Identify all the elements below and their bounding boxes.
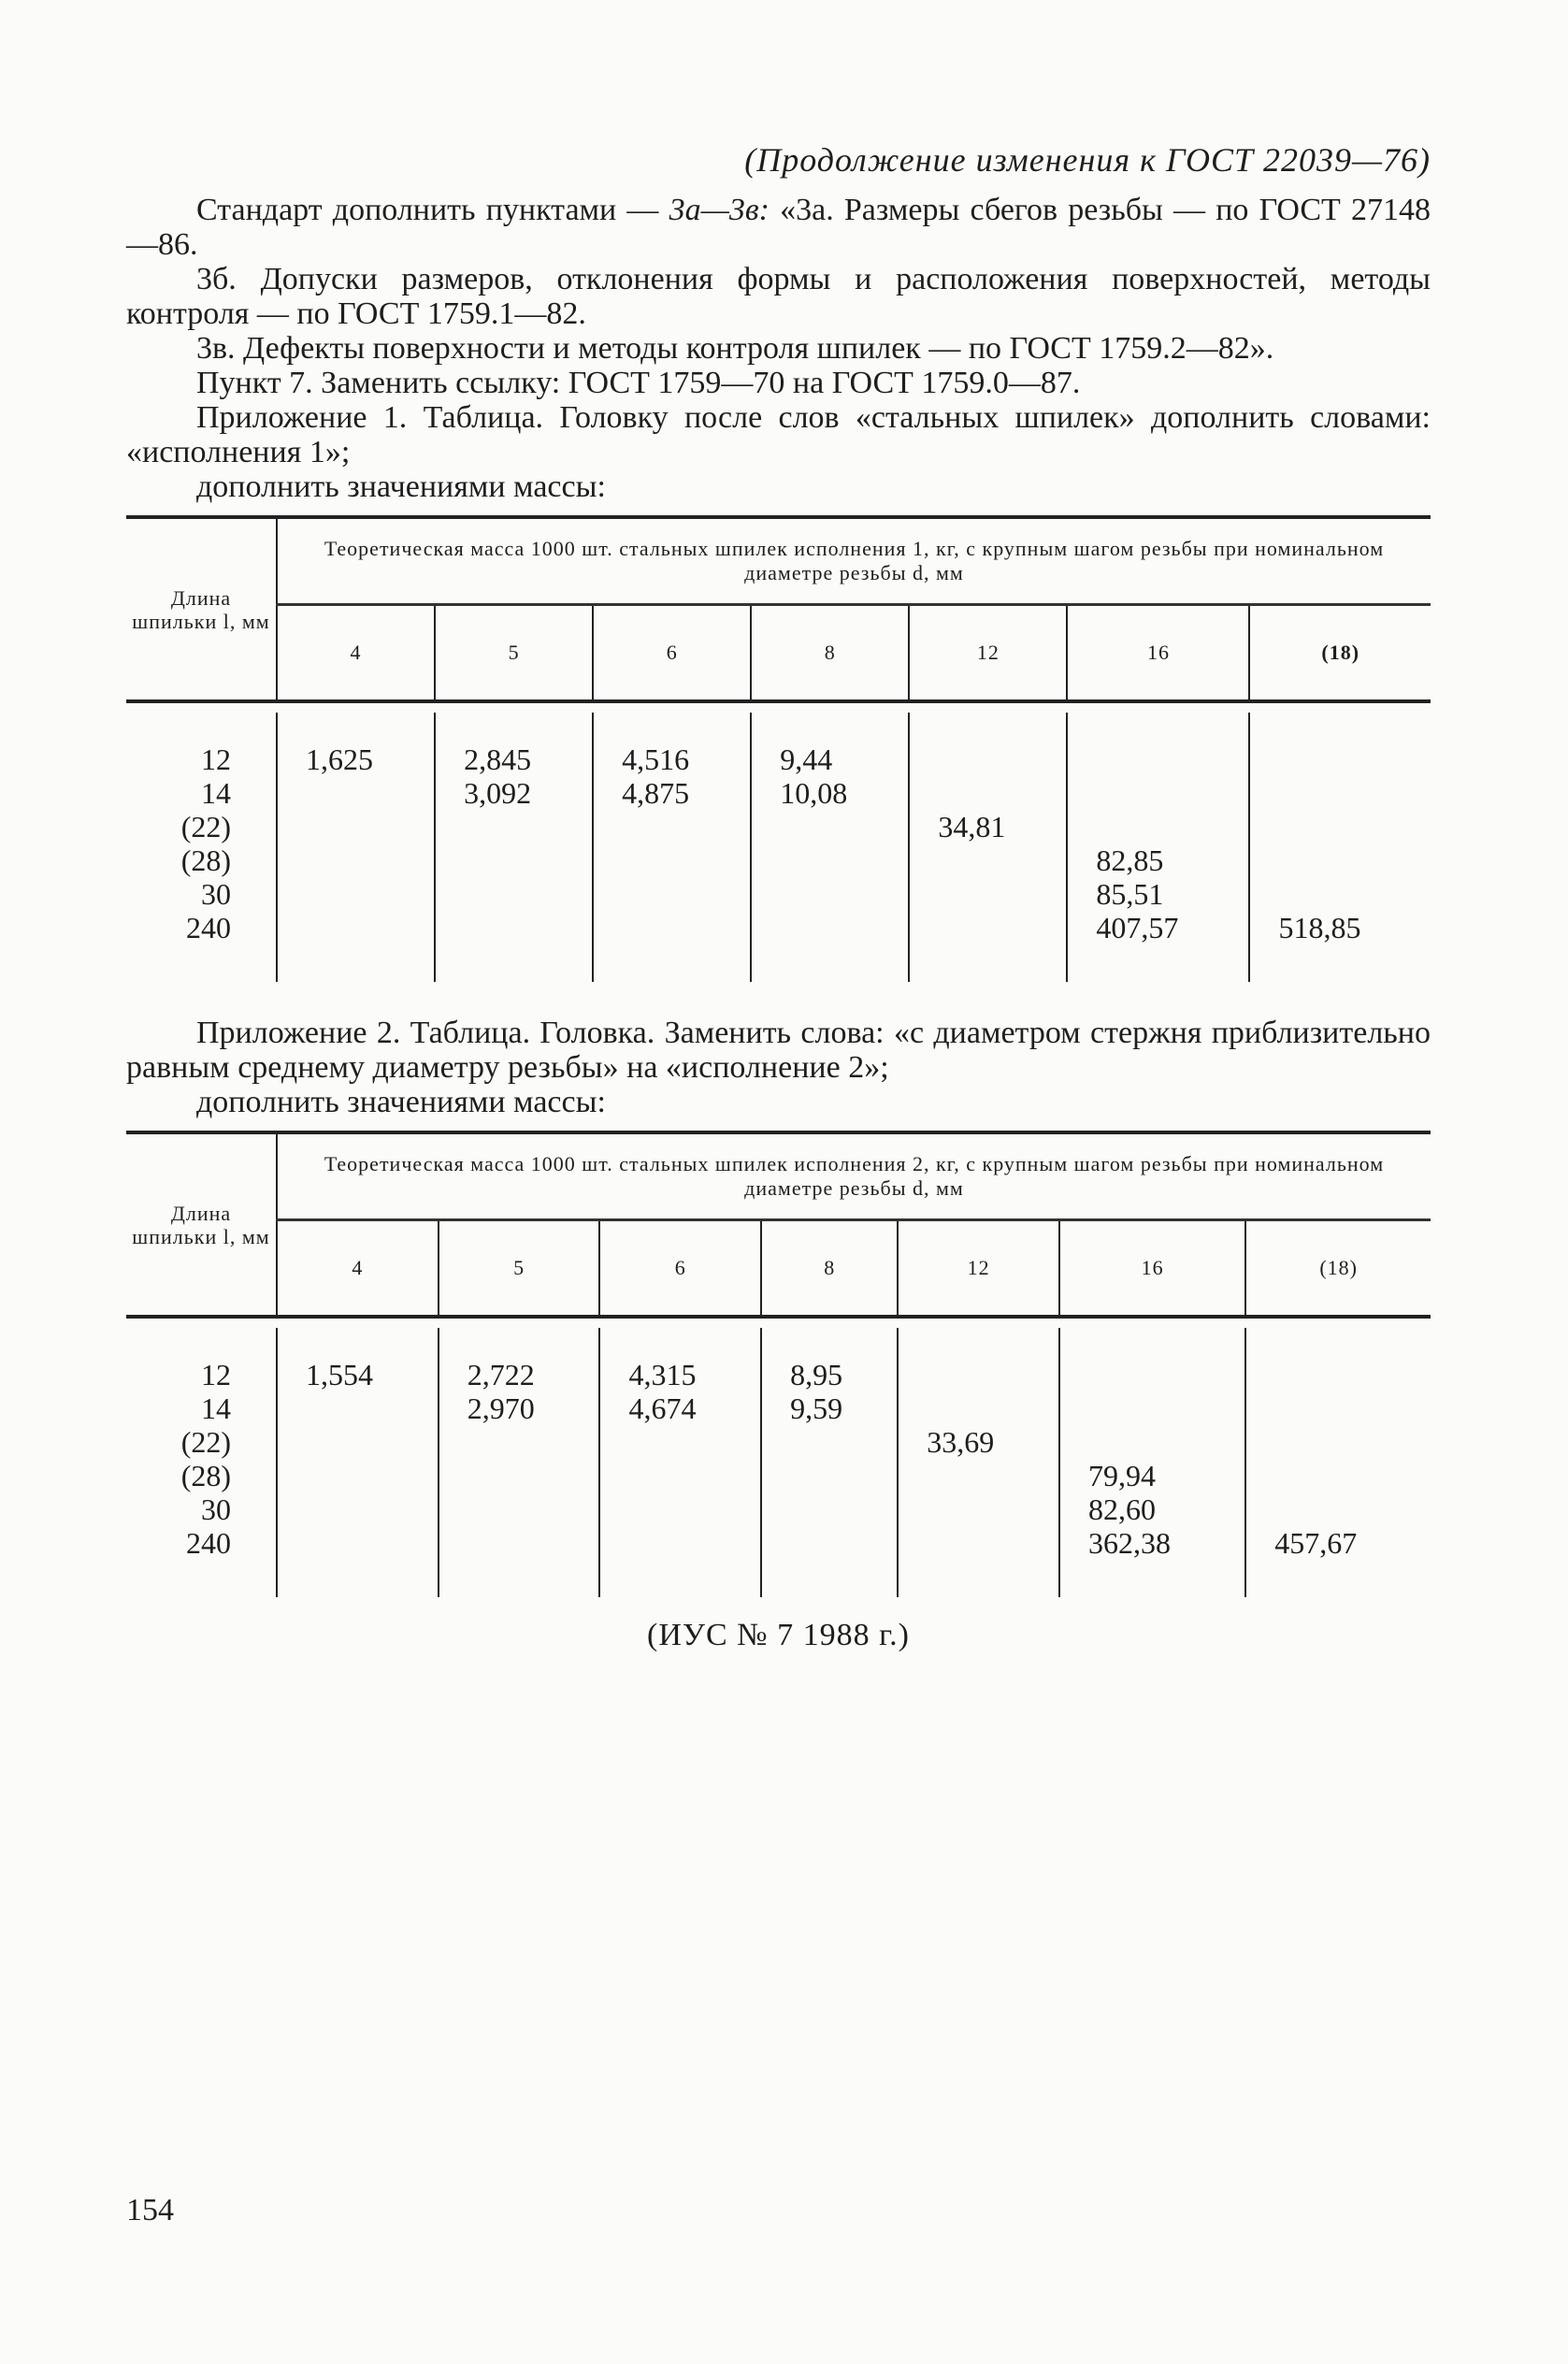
diameter-header: (18): [1321, 641, 1360, 664]
mass-value: 8,95: [790, 1358, 843, 1391]
mass-value: 79,94: [1088, 1459, 1157, 1492]
mass-value: 82,85: [1096, 843, 1164, 877]
paragraph-3a-end: «3а. Размеры сбегов резьбы — по ГОСТ 27148—86.: [126, 193, 1431, 262]
length-value: (22): [180, 1425, 231, 1459]
paragraph-add-mass-1: дополнить значениями массы:: [196, 469, 606, 504]
mass-column-d5: [439, 1328, 600, 1597]
diameter-header: 5: [435, 605, 593, 702]
mass-column-d5: [435, 713, 593, 982]
mass-column-d8: [751, 713, 909, 982]
paragraph-3a-items: 3а—3в:: [669, 193, 770, 227]
mass-value: 4,315: [628, 1358, 697, 1391]
mass-column-d6: [599, 1328, 761, 1597]
length-value: 14: [201, 776, 231, 810]
length-value: (22): [180, 810, 231, 843]
mass-table-1: [126, 515, 1431, 982]
document-page: [126, 140, 1431, 1653]
mass-table-2: [126, 1131, 1431, 1597]
length-value: 14: [201, 1391, 231, 1425]
mass-value: 2,722: [467, 1358, 535, 1391]
paragraph-3a-start: Стандарт дополнить пунктами —: [196, 193, 669, 227]
mass-value: 1,554: [306, 1358, 373, 1391]
length-value: 240: [186, 911, 231, 944]
paragraph-add-mass-2: дополнить значениями массы:: [196, 1085, 606, 1119]
mass-value: 33,69: [927, 1425, 995, 1459]
mass-column-d12: [909, 713, 1067, 982]
page-number: 154: [126, 2193, 174, 2227]
length-value: 12: [201, 742, 231, 776]
mass-value: 4,875: [622, 776, 690, 810]
length-value: (28): [180, 843, 231, 877]
paragraph-3a: [126, 193, 1431, 262]
mass-column-d18: [1249, 713, 1431, 982]
diameter-header: 8: [761, 1220, 898, 1318]
mass-column-header: Теоретическая масса 1000 шт. стальных шпилек исполнения 2, кг, с крупным шагом резьбы при номинальном диаметре резьбы d, мм: [277, 1132, 1431, 1220]
mass-value: 407,57: [1096, 911, 1179, 944]
paragraph-appendix-1: Приложение 1. Таблица. Головку после слов «стальных шпилек» дополнить словами: «исполнения 1»;: [126, 400, 1431, 469]
diameter-header: 6: [599, 1220, 761, 1318]
mass-value: 518,85: [1278, 911, 1361, 944]
diameter-header: 5: [439, 1220, 600, 1318]
mass-value: 4,674: [628, 1391, 697, 1425]
length-value: (28): [180, 1459, 231, 1492]
diameter-header: 4: [277, 605, 435, 702]
mass-value: 457,67: [1274, 1526, 1358, 1560]
diameter-header: (18): [1319, 1256, 1358, 1279]
mass-value: 2,845: [464, 742, 532, 776]
length-value: 30: [201, 877, 231, 911]
diameter-header: 12: [909, 605, 1067, 702]
mass-column-d4: [277, 713, 435, 982]
length-value: 30: [201, 1492, 231, 1526]
mass-column-d8: [761, 1328, 898, 1597]
diameter-header: 16: [1067, 605, 1249, 702]
mass-value: 9,59: [790, 1391, 843, 1425]
mass-value: 10,08: [780, 776, 848, 810]
diameter-header: 16: [1059, 1220, 1245, 1318]
mass-value: 2,970: [467, 1391, 535, 1425]
mass-value: 1,625: [306, 742, 373, 776]
length-value: 240: [186, 1526, 231, 1560]
diameter-header: 4: [277, 1220, 439, 1318]
mass-column-header: Теоретическая масса 1000 шт. стальных шпилек исполнения 1, кг, с крупным шагом резьбы при номинальном диаметре резьбы d, мм: [277, 517, 1431, 605]
mass-value: 4,516: [622, 742, 690, 776]
length-column-header: Длина шпильки l, мм: [126, 1132, 277, 1317]
length-values: [126, 1328, 277, 1597]
length-value: 12: [201, 1358, 231, 1391]
diameter-header: 6: [593, 605, 751, 702]
diameter-header: 12: [898, 1220, 1059, 1318]
diameter-header: 8: [751, 605, 909, 702]
mass-value: 85,51: [1096, 877, 1164, 911]
mass-column-d16: [1067, 713, 1249, 982]
mass-value: 9,44: [780, 742, 833, 776]
mass-column-d6: [593, 713, 751, 982]
paragraph-3v: 3в. Дефекты поверхности и методы контроля шпилек — по ГОСТ 1759.2—82».: [196, 331, 1274, 366]
mass-column-d16: [1059, 1328, 1245, 1597]
running-header: (Продолжение изменения к ГОСТ 22039—76): [744, 141, 1431, 179]
mass-column-d4: [277, 1328, 439, 1597]
paragraph-appendix-2: Приложение 2. Таблица. Головка. Заменить слова: «с диаметром стержня приблизительно равным среднему диаметру резьбы» на «исполнение 2»;: [126, 1016, 1431, 1085]
length-values: [126, 713, 277, 982]
mass-value: 34,81: [938, 810, 1006, 843]
mass-value: 82,60: [1088, 1492, 1157, 1526]
length-column-header: Длина шпильки l, мм: [126, 517, 277, 701]
mass-value: 362,38: [1088, 1526, 1172, 1560]
mass-column-d18: [1245, 1328, 1431, 1597]
paragraph-item-7: Пункт 7. Заменить ссылку: ГОСТ 1759—70 на ГОСТ 1759.0—87.: [196, 366, 1081, 400]
mass-column-d12: [898, 1328, 1059, 1597]
source-note: (ИУС № 7 1988 г.): [647, 1618, 910, 1652]
mass-value: 3,092: [464, 776, 532, 810]
paragraph-3b: 3б. Допуски размеров, отклонения формы и расположения поверхностей, методы контроля — по ГОСТ 1759.1—82.: [126, 262, 1431, 331]
